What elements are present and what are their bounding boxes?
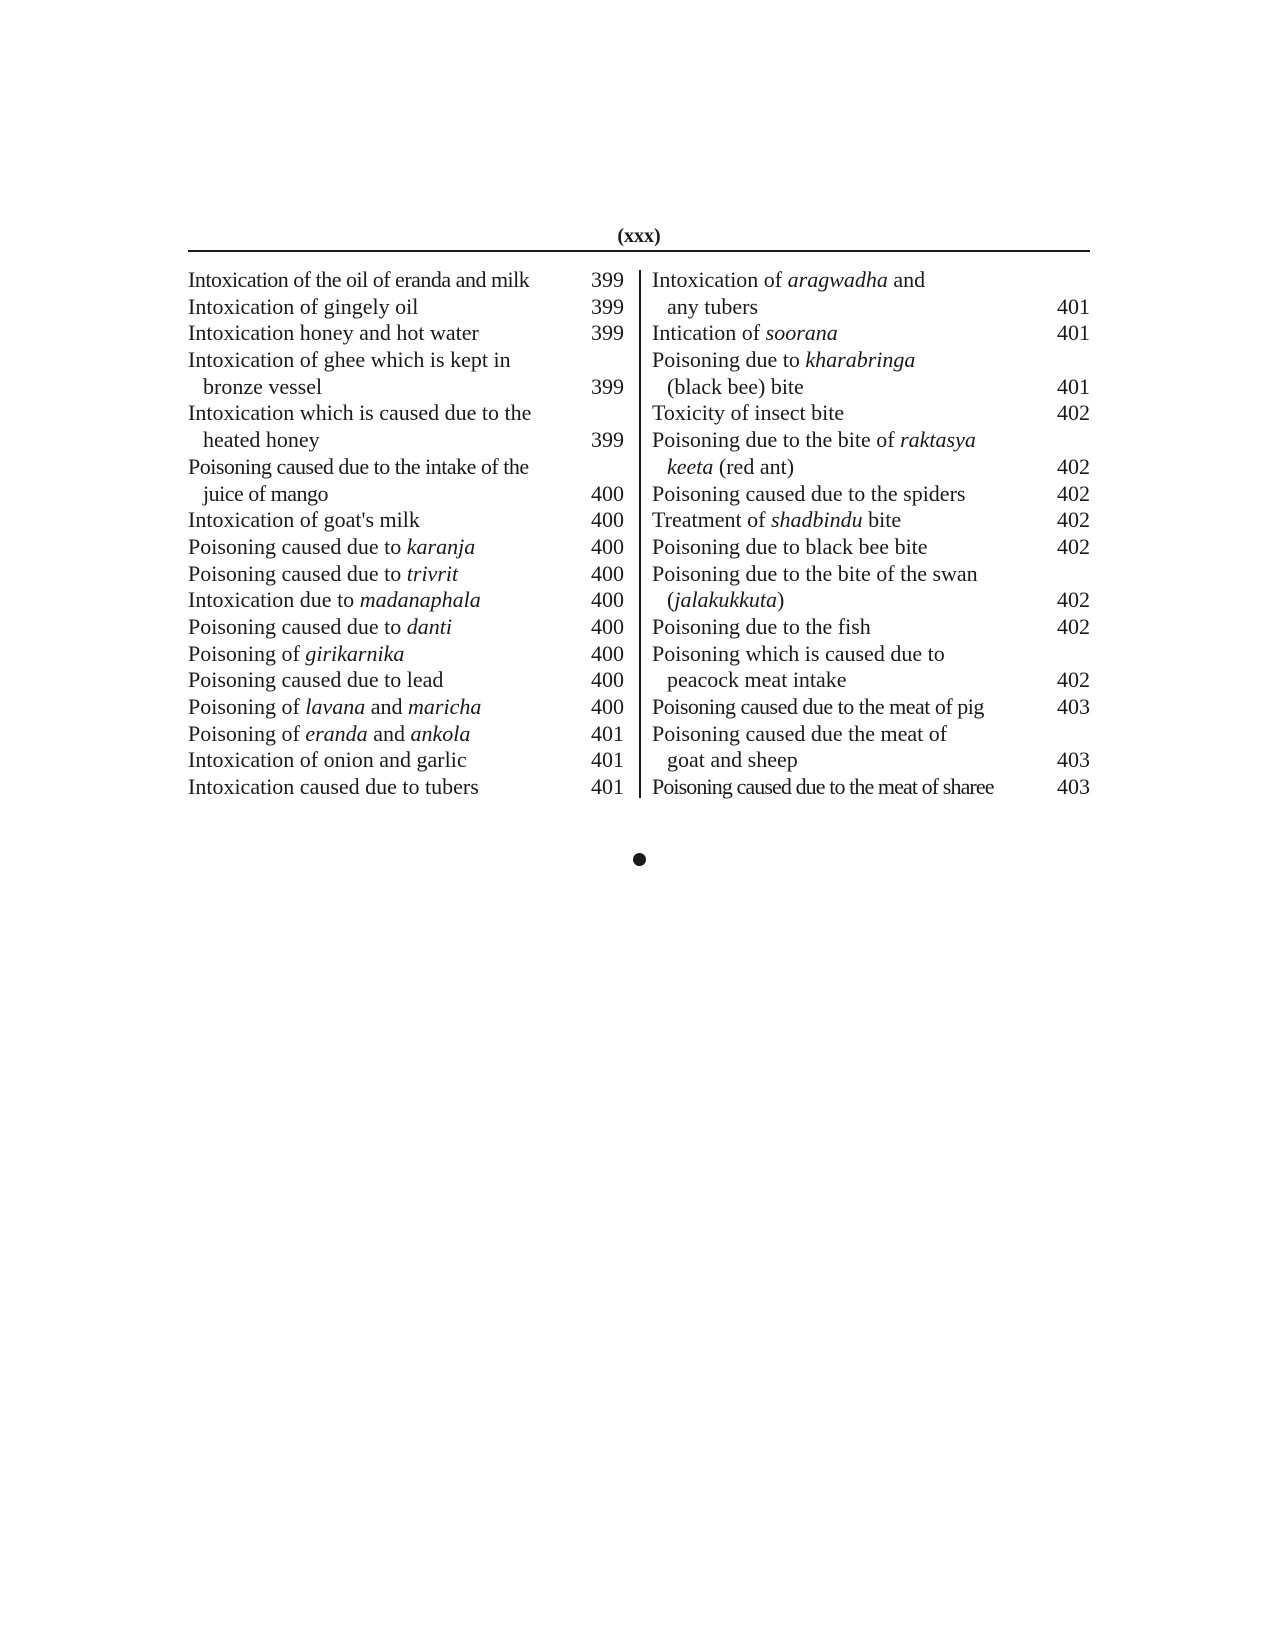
toc-entry-title [652, 507, 1090, 534]
toc-entry-title [652, 747, 1090, 774]
toc-entry-text: Toxicity of insect bite [652, 400, 845, 426]
toc-entry-title [188, 320, 624, 347]
toc-page-number: 402 [1057, 480, 1090, 506]
toc-page-number: 403 [1057, 694, 1090, 719]
toc-entry [188, 774, 624, 801]
toc-entry-text: Poisoning of [188, 640, 306, 666]
toc-entry-text: Intoxication of the oil of eranda and milk [188, 267, 530, 292]
toc-entry-text: Poisoning due to black bee bite [652, 533, 928, 559]
toc-entry-title [188, 400, 624, 427]
toc-entry-term: lavana [305, 694, 366, 719]
toc-entry-title [188, 347, 624, 374]
toc-entry-term: shadbindu [770, 507, 863, 533]
toc-entry [188, 587, 624, 614]
column-divider [639, 270, 641, 798]
toc-entry-term: raktasya [900, 427, 976, 453]
toc-entry-term: ankola [410, 720, 471, 746]
toc-entry [188, 614, 624, 641]
toc-entry-title [652, 561, 1090, 588]
toc-entry-text: Poisoning caused due to [188, 560, 407, 586]
toc-entry-title [188, 374, 624, 401]
toc-entry [188, 454, 624, 507]
toc-entry-title [652, 641, 1090, 668]
toc-entry [652, 507, 1090, 534]
toc-page-number: 402 [1057, 453, 1090, 479]
toc-entry-text: ) [776, 587, 785, 613]
toc-entry-text: Intication of [652, 320, 766, 346]
toc-entry-title [652, 320, 1090, 347]
toc-entry-term: kharabringa [805, 347, 916, 373]
toc-entry-title [188, 641, 624, 668]
toc-entry [652, 267, 1090, 320]
toc-entry-text: goat and sheep [667, 747, 798, 773]
toc-page-number: 400 [591, 613, 624, 639]
header-rule [188, 250, 1090, 252]
toc-entry-title [652, 587, 1090, 614]
toc-entry [652, 774, 1090, 801]
toc-entry-title [652, 427, 1090, 454]
toc-entry-title [652, 294, 1090, 321]
toc-entry [652, 400, 1090, 427]
toc-page-number: 402 [1057, 507, 1090, 533]
toc-page-number: 401 [1057, 293, 1090, 319]
toc-entry-term: keeta [667, 453, 714, 479]
toc-entry-title [188, 614, 624, 641]
toc-entry [652, 694, 1090, 721]
toc-entry-text: Poisoning of [188, 720, 306, 746]
toc-page-number: 401 [591, 774, 624, 800]
toc-entry-title [652, 694, 1090, 721]
toc-entry-text: Poisoning caused due to lead [188, 667, 444, 693]
toc-entry-text: Poisoning caused due to [188, 613, 407, 639]
toc-entry-text: juice of mango [203, 480, 328, 506]
toc-entry [652, 561, 1090, 614]
toc-entry [652, 320, 1090, 347]
toc-entry-text: Poisoning due to [652, 347, 806, 373]
toc-entry-text: Intoxication of onion and garlic [188, 747, 467, 773]
toc-entry [188, 507, 624, 534]
toc-entry-text: Poisoning which is caused due to [652, 640, 945, 666]
toc-page-number: 401 [1057, 373, 1090, 399]
toc-entry-text: Poisoning caused due to [188, 533, 407, 559]
toc-entry [652, 427, 1090, 480]
toc-left-column [188, 267, 624, 801]
toc-page-number: 400 [591, 667, 624, 693]
toc-entry-term: trivrit [406, 560, 459, 586]
toc-entry [188, 694, 624, 721]
toc-page-number: 401 [1057, 320, 1090, 346]
toc-entry [652, 534, 1090, 561]
toc-entry-title [188, 481, 624, 508]
toc-page-number: 400 [591, 533, 624, 559]
toc-entry-title [188, 294, 624, 321]
toc-entry-text: Poisoning of [188, 694, 306, 719]
toc-page-number: 401 [591, 747, 624, 773]
toc-page-number: 400 [591, 694, 624, 719]
toc-entry-text: peacock meat intake [667, 667, 847, 693]
toc-entry-text: (black bee) bite [667, 373, 804, 399]
toc-entry-title [188, 267, 624, 294]
toc-entry [188, 721, 624, 748]
toc-entry-term: karanja [406, 533, 476, 559]
toc-page-number: 400 [591, 587, 624, 613]
toc-entry [188, 534, 624, 561]
toc-entry-term: madanaphala [359, 587, 481, 613]
toc-entry-title [188, 427, 624, 454]
toc-entry-text: Intoxication of [652, 267, 788, 292]
toc-entry [652, 481, 1090, 508]
toc-entry-title [652, 721, 1090, 748]
toc-entry-text: any tubers [667, 293, 759, 319]
toc-entry-title [652, 481, 1090, 508]
toc-entry-title [188, 667, 624, 694]
toc-entry-title [652, 267, 1090, 294]
toc-entry-text: Poisoning caused due the meat of [652, 720, 948, 746]
toc-entry-title [652, 534, 1090, 561]
toc-entry-title [652, 347, 1090, 374]
toc-entry [652, 347, 1090, 400]
toc-entry-text: Poisoning due to the bite of [652, 427, 901, 453]
toc-page-number: 401 [591, 720, 624, 746]
toc-entry-text: Poisoning caused due to the meat of sharee [652, 774, 994, 800]
toc-entry-title [188, 747, 624, 774]
end-bullet-icon [633, 853, 646, 866]
toc-page-number: 403 [1057, 747, 1090, 773]
toc-entry-text: Intoxication due to [188, 587, 360, 613]
toc-entry [188, 267, 624, 294]
toc-entry-text: and [367, 720, 411, 746]
toc-entry-title [652, 667, 1090, 694]
toc-entry-title [188, 454, 624, 481]
toc-entry [188, 641, 624, 668]
toc-entry-term: jalakukkuta [674, 587, 777, 613]
toc-page-number: 402 [1057, 533, 1090, 559]
toc-entry-title [652, 374, 1090, 401]
toc-entry-title [652, 400, 1090, 427]
toc-entry-text: heated honey [203, 427, 320, 453]
toc-entry [188, 347, 624, 400]
toc-entry-title [652, 774, 1090, 801]
toc-page-number: 399 [591, 267, 624, 292]
toc-right-column [652, 267, 1090, 801]
page-header: (xxx) [617, 225, 661, 247]
toc-entry-title [188, 534, 624, 561]
toc-entry-text: bronze vessel [203, 373, 323, 399]
toc-page-number: 400 [591, 640, 624, 666]
toc-entry-text: Treatment of [652, 507, 771, 533]
toc-entry-text: and [887, 267, 926, 292]
toc-entry [188, 667, 624, 694]
toc-entry-title [652, 454, 1090, 481]
toc-entry-term: maricha [408, 694, 482, 719]
toc-entry-text: Intoxication of gingely oil [188, 293, 419, 319]
toc-page-number: 402 [1057, 613, 1090, 639]
toc-entry-text: Intoxication honey and hot water [188, 320, 479, 346]
toc-entry-term: danti [406, 613, 452, 639]
toc-entry-text: (red ant) [713, 453, 795, 479]
toc-entry-title [188, 694, 624, 721]
toc-entry-text: Intoxication of goat's milk [188, 507, 420, 533]
toc-page-number: 400 [591, 480, 624, 506]
toc-entry-title [188, 507, 624, 534]
toc-entry [652, 641, 1090, 694]
toc-entry [188, 294, 624, 321]
toc-entry-text: Poisoning due to the fish [652, 613, 871, 639]
toc-entry-text: ( [667, 587, 675, 613]
toc-entry [188, 561, 624, 588]
toc-entry-text: Intoxication which is caused due to the [188, 400, 532, 426]
toc-page-number: 402 [1057, 400, 1090, 426]
toc-entry-text: Intoxication of ghee which is kept in [188, 347, 511, 373]
toc-page-number: 402 [1057, 667, 1090, 693]
toc-entry-text: Poisoning caused due to the intake of the [188, 453, 529, 479]
toc-entry-title [188, 587, 624, 614]
toc-entry [652, 614, 1090, 641]
toc-entry [188, 400, 624, 453]
toc-entry-title [188, 774, 624, 801]
toc-page-number: 400 [591, 560, 624, 586]
toc-page-number: 399 [591, 293, 624, 319]
toc-entry-title [188, 721, 624, 748]
toc-entry-term: girikarnika [305, 640, 405, 666]
toc-entry-term: aragwadha [787, 267, 888, 292]
toc-page-number: 399 [591, 427, 624, 453]
toc-entry-term: eranda [305, 720, 368, 746]
toc-entry-text: Intoxication caused due to tubers [188, 774, 479, 800]
toc-page-number: 399 [591, 373, 624, 399]
toc-entry-text: Poisoning due to the bite of the swan [652, 560, 978, 586]
toc-page-number: 400 [591, 507, 624, 533]
toc-entry-text: Poisoning caused due to the spiders [652, 480, 966, 506]
toc-entry-text: and [365, 694, 409, 719]
toc-page-number: 399 [591, 320, 624, 346]
toc-entry-text: Poisoning caused due to the meat of pig [652, 694, 984, 719]
toc-entry [652, 721, 1090, 774]
toc-entry [188, 320, 624, 347]
toc-entry-text: bite [862, 507, 902, 533]
toc-entry-term: soorana [765, 320, 838, 346]
toc-entry [188, 747, 624, 774]
toc-entry-title [188, 561, 624, 588]
toc-page-number: 402 [1057, 587, 1090, 613]
toc-entry-title [652, 614, 1090, 641]
toc-page-number: 403 [1057, 774, 1090, 800]
